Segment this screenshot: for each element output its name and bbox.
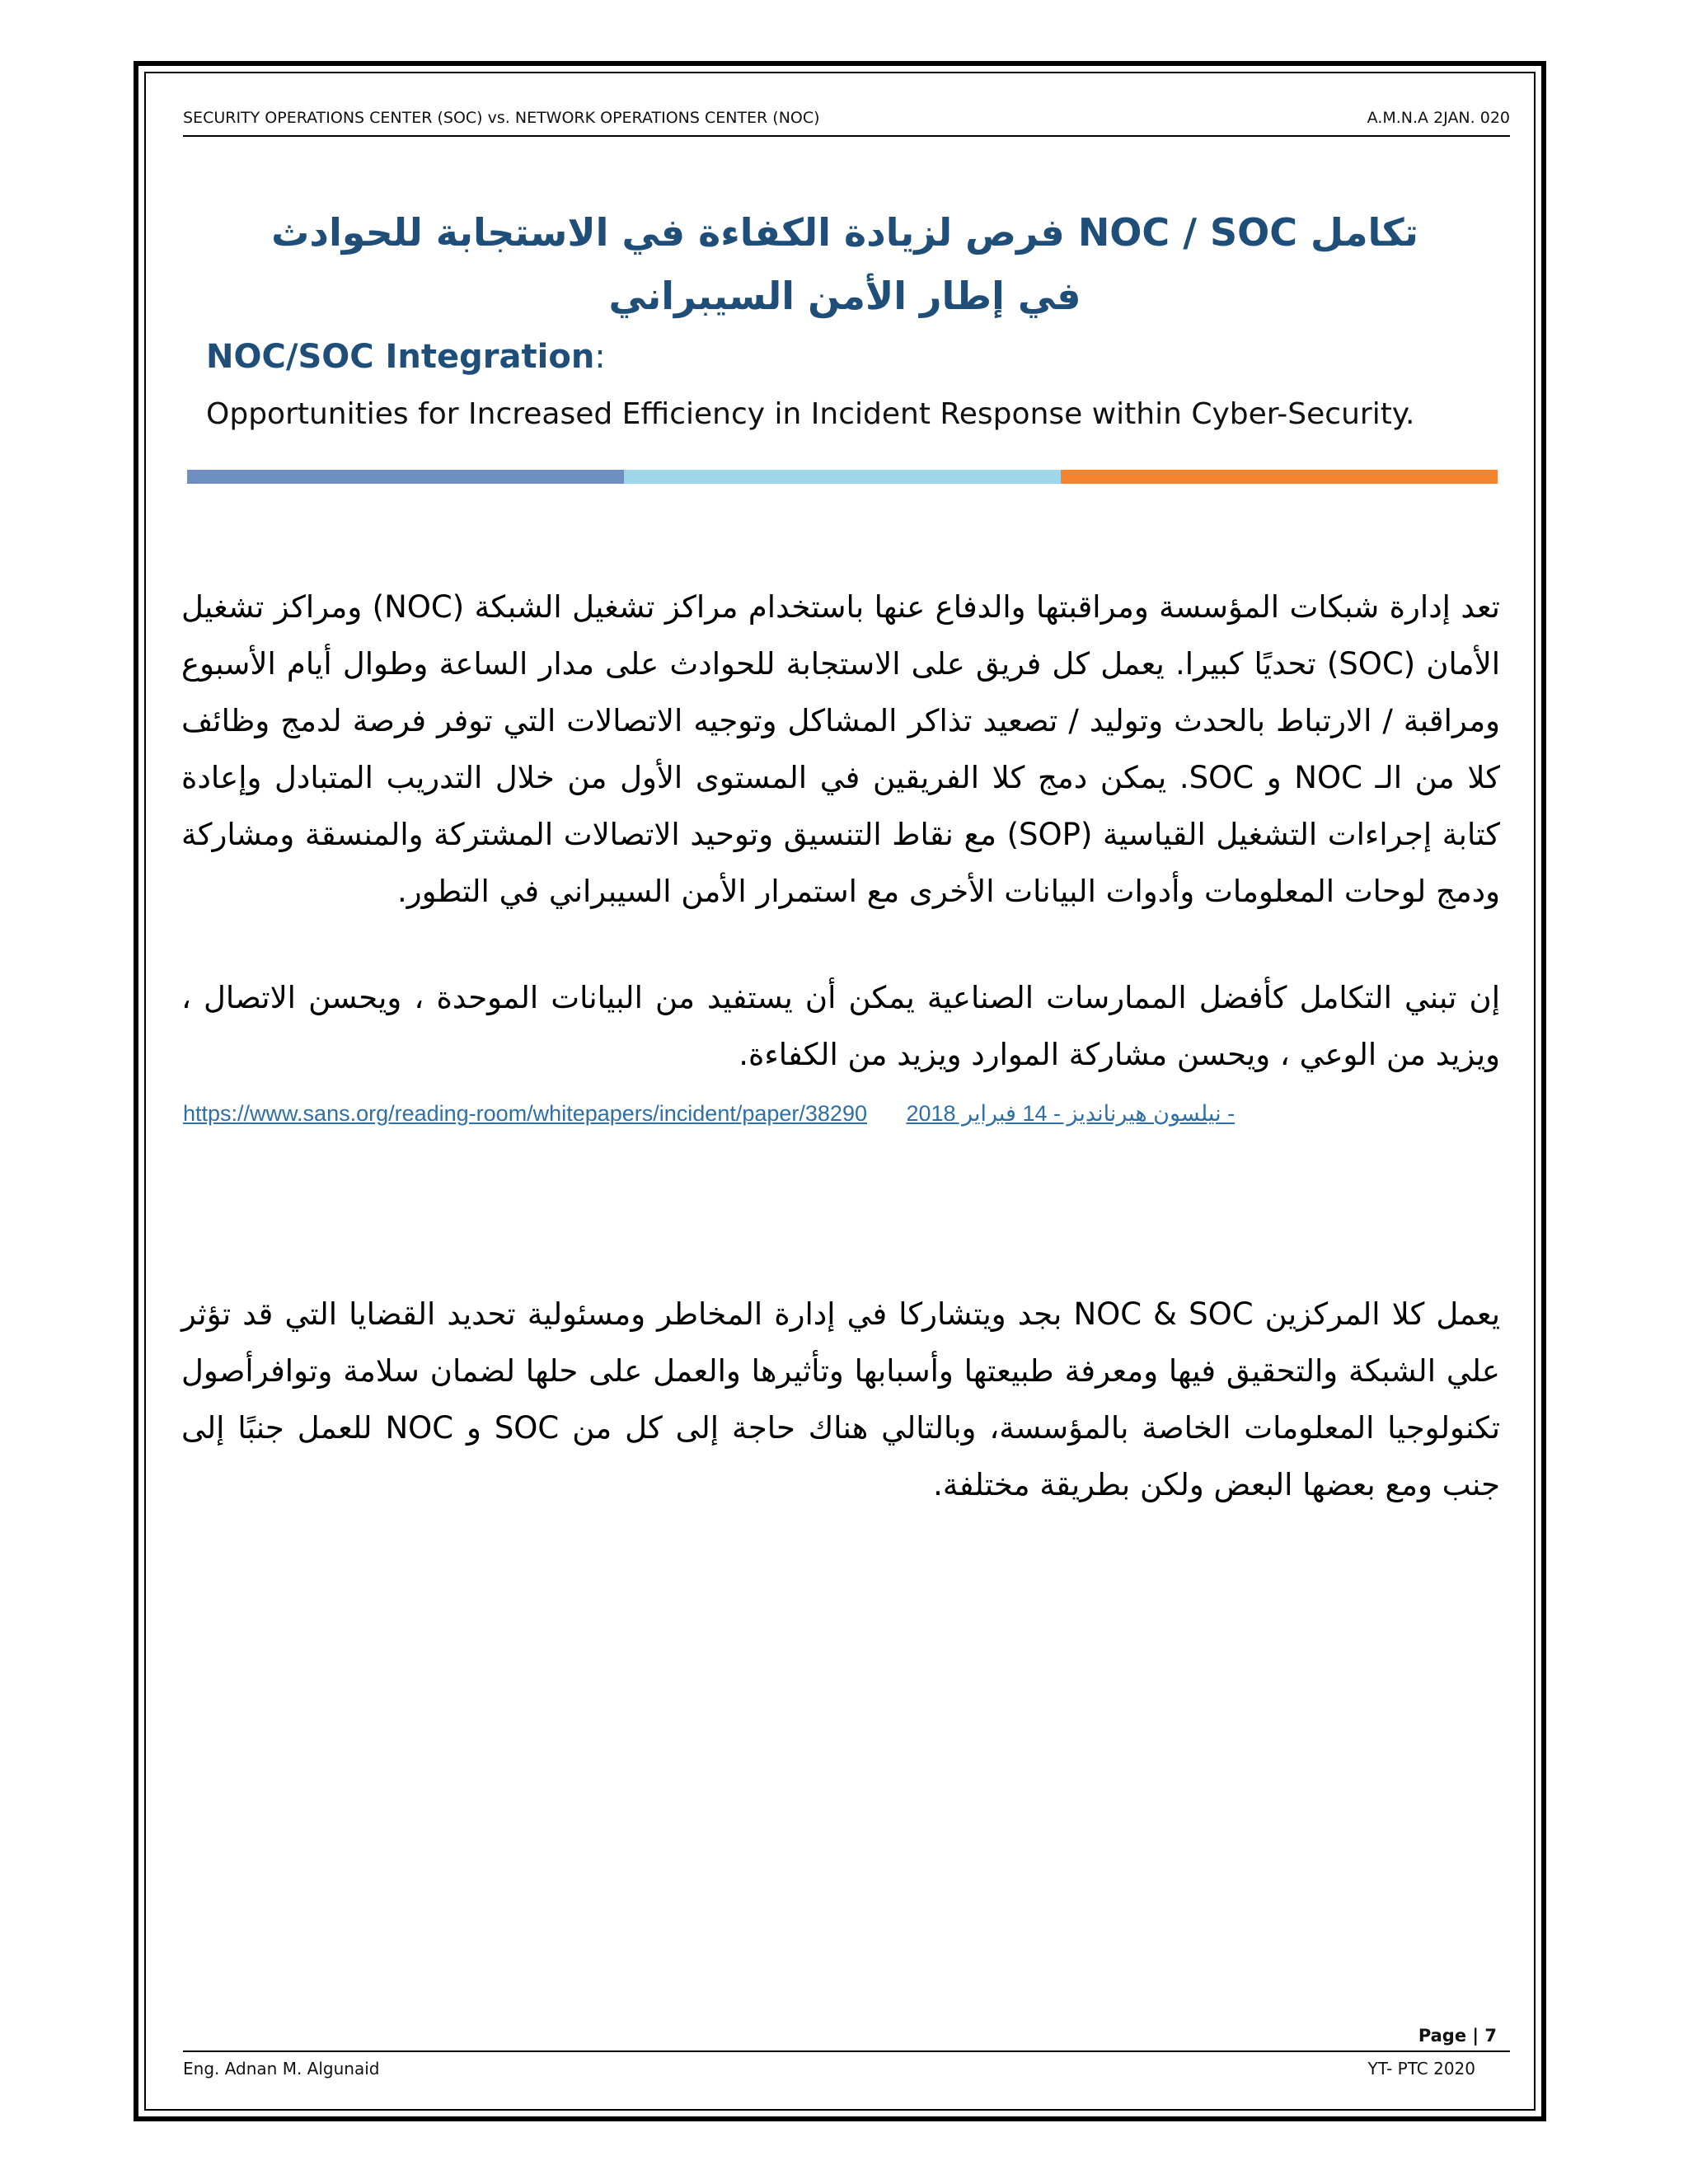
arabic-title-line-2: في إطار الأمن السيبراني	[608, 274, 1081, 318]
english-subtitle: Opportunities for Increased Efficiency in Incident Response within Cyber-Security.	[206, 397, 1415, 431]
body-paragraph-3: يعمل كلا المركزين NOC & SOC بجد ويتشاركا في إدارة المخاطر ومسئولية تحديد القضايا التي قد تؤثر علي الشبكة والتحقيق فيها ومعرفة طبيعتها وأسبابها وتأثيرها والعمل على حلها لضمان سلامة وتوافرأصول تكنولوجيا المعلومات الخاصة بالمؤسسة، وبالتالي هناك حاجة إلى كل من SOC و NOC للعمل جنبًا إلى جنب ومع بعضها البعض ولكن بطريقة مختلفة.	[181, 1296, 1501, 1502]
reference-citation: - نيلسون هيرنانديز - 14 فبراير 2018	[906, 1101, 1236, 1126]
accent-bar-blue	[187, 470, 624, 484]
footer-org: YT- PTC 2020	[1367, 2059, 1475, 2079]
page-number: Page | 7	[1418, 2026, 1497, 2046]
footer-divider	[183, 2050, 1510, 2052]
page-inner-border	[144, 72, 1536, 2111]
header-right-text: A.M.N.A 2JAN. 020	[1367, 109, 1510, 127]
english-title-colon: :	[594, 338, 606, 376]
body-paragraph-2: إن تبني التكامل كأفضل الممارسات الصناعية يمكن أن يستفيد من البيانات الموحدة ، ويحسن الاتصال ، ويزيد من الوعي ، ويحسن مشاركة الموارد ويزيد من الكفاءة.	[181, 980, 1500, 1072]
accent-bar-light-blue	[624, 470, 1061, 484]
running-header	[183, 105, 1510, 137]
header-left-text: SECURITY OPERATIONS CENTER (SOC) vs. NETWORK OPERATIONS CENTER (NOC)	[183, 109, 820, 127]
footer-author: Eng. Adnan M. Algunaid	[183, 2059, 380, 2079]
reference-link[interactable]: https://www.sans.org/reading-room/whitepapers/incident/paper/38290	[183, 1101, 867, 1126]
body-paragraph-1: تعد إدارة شبكات المؤسسة ومراقبتها والدفاع عنها باستخدام مراكز تشغيل الشبكة (NOC) ومراكز تشغيل الأمان (SOC) تحديًا كبيرا. يعمل كل فريق على الاستجابة للحوادث على مدار الساعة وطوال أيام الأسبوع ومراقبة / الارتباط بالحدث وتوليد / تصعيد تذاكر المشاكل وتوجيه الاتصالات التي توفر فرصة لدمج وظائف كلا من الـ NOC و SOC. يمكن دمج كلا الفريقين في المستوى الأول من خلال التدريب المتبادل وإعادة كتابة إجراءات التشغيل القياسية (SOP) مع نقاط التنسيق وتوحيد الاتصالات المشتركة والمنسقة ومشاركة ودمج لوحات المعلومات وأدوات البيانات الأخرى مع استمرار الأمن السيبراني في التطور.	[181, 589, 1501, 909]
reference-line	[183, 1101, 1502, 1127]
english-title	[206, 338, 606, 376]
arabic-title-line-1: تكامل NOC / SOC فرص لزيادة الكفاءة في الاستجابة للحوادث	[271, 210, 1418, 255]
english-title-main: NOC/SOC Integration	[206, 338, 595, 376]
accent-bar-orange	[1061, 470, 1498, 484]
